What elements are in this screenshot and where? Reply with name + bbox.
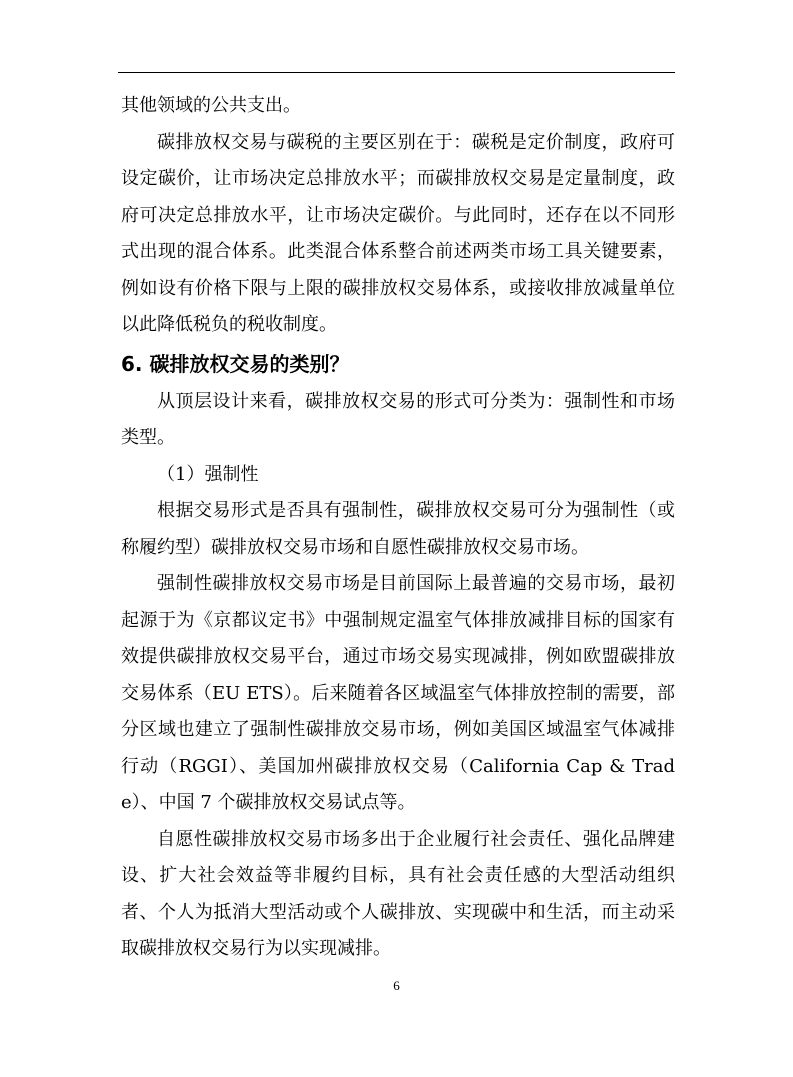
paragraph-mandatory-market: 强制性碳排放权交易市场是目前国际上最普遍的交易市场，最初起源于为《京都议定书》中强制规定温室气体排放减排目标的国家有效提供碳排放权交易平台，通过市场交易实现减排，例如欧盟碳排放交易体系（EU ETS）。后来随着各区域温室气体排放控制的需要，部分区域也建立了强制性碳排放交易市场，例如美国区域温室气体减排行动（RGGI）、美国加州碳排放权交易（California Cap & Trade）、中国 7 个碳排放权交易试点等。	[121, 573, 675, 813]
page-body	[121, 88, 675, 968]
section-heading: 6. 碳排放权交易的类别？	[121, 351, 350, 376]
paragraph-tax-vs-trading: 碳排放权交易与碳税的主要区别在于：碳税是定价制度，政府可设定碳价，让市场决定总排放水平；而碳排放权交易是定量制度，政府可决定总排放水平，让市场决定碳价。与此同时，还存在以不同形式出现的混合体系。此类混合体系整合前述两类市场工具关键要素，例如设有价格下限与上限的碳排放权交易体系，或接收排放减量单位以此降低税负的税收制度。	[121, 131, 675, 335]
paragraph-intro: 从顶层设计来看，碳排放权交易的形式可分类为：强制性和市场类型。	[121, 390, 675, 448]
paragraph-carryover: 其他领域的公共支出。	[121, 95, 301, 116]
subheading-mandatory: （1）强制性	[157, 463, 259, 485]
page-number: 6	[393, 978, 400, 993]
paragraph-classification: 根据交易形式是否具有强制性，碳排放权交易可分为强制性（或称履约型）碳排放权交易市场和自愿性碳排放权交易市场。	[121, 500, 675, 558]
header-rule	[118, 72, 675, 73]
paragraph-voluntary-market: 自愿性碳排放权交易市场多出于企业履行社会责任、强化品牌建设、扩大社会效益等非履约目标，具有社会责任感的大型活动组织者、个人为抵消大型活动或个人碳排放、实现碳中和生活，而主动采取碳排放权交易行为以实现减排。	[121, 828, 675, 959]
